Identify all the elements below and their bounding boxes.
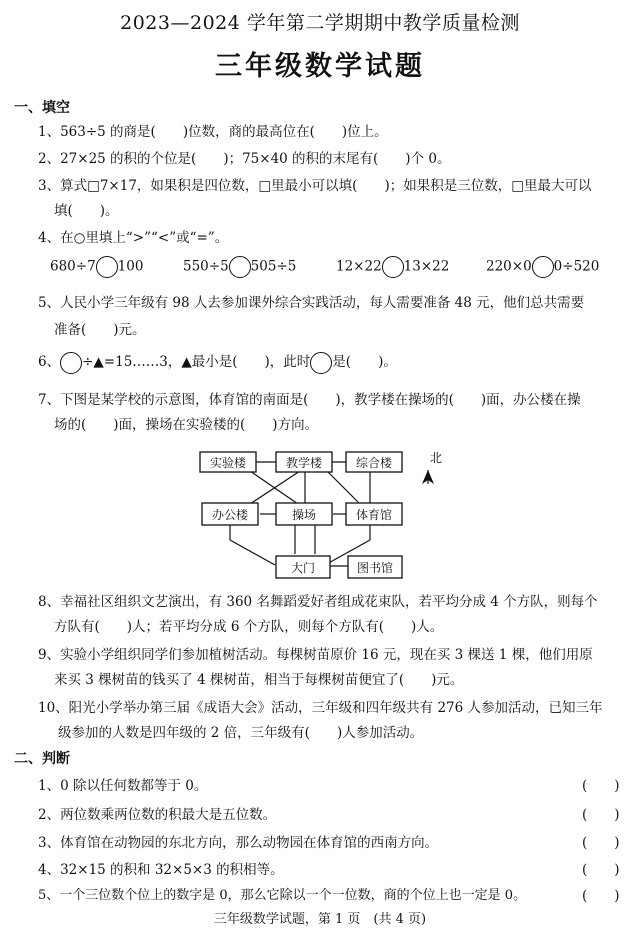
building-teaching: 教学楼 xyxy=(285,456,323,470)
answer-circle[interactable] xyxy=(310,352,332,374)
compare-item-3 xyxy=(336,256,449,278)
building-lab: 实验楼 xyxy=(209,456,247,470)
building-complex: 综合楼 xyxy=(355,456,393,470)
compare-left: 12×22 xyxy=(336,258,382,275)
question-8-line-2: 方队有( )人；若平均分成 6 个方队，则每个方队有( )人。 xyxy=(54,619,444,635)
compare-left: 550÷5 xyxy=(183,258,229,275)
judge-answer-paren[interactable]: ( ) xyxy=(582,807,620,823)
page-footer: 三年级数学试题，第 1 页 (共 4 页) xyxy=(213,912,427,927)
building-gym: 体育馆 xyxy=(355,508,393,522)
judge-item-5: 5、一个三位数个位上的数字是 0，那么它除以一个一位数，商的个位上也一定是 0。 xyxy=(38,888,527,903)
question-3-line-2: 填( )。 xyxy=(54,203,119,219)
judge-item-4: 4、32×15 的积和 32×5×3 的积相等。 xyxy=(38,862,284,878)
answer-circle[interactable] xyxy=(229,256,251,278)
question-10-line-1: 10、阳光小学举办第三届《成语大会》活动，三年级和四年级共有 276 人参加活动，已知三年 xyxy=(38,700,603,716)
answer-circle[interactable] xyxy=(96,256,118,278)
section-heading-judge: 二、判断 xyxy=(14,751,70,767)
compare-right: 0÷520 xyxy=(553,258,600,275)
question-6 xyxy=(38,350,397,374)
judge-answer-paren[interactable]: ( ) xyxy=(582,888,620,904)
question-1: 1、563÷5 的商是( )位数，商的最高位在( )位上。 xyxy=(38,124,388,140)
question-3-line-1: 3、算式□7×17，如果积是四位数，□里最小可以填( )；如果积是三位数，□里最大可以 xyxy=(38,178,592,194)
exam-subtitle: 三年级数学试题 xyxy=(215,51,425,82)
judge-answer-paren[interactable]: ( ) xyxy=(582,862,620,878)
question-5-line-1: 5、人民小学三年级有 98 人去参加课外综合实践活动，每人需要准备 48 元，他们总共需要 xyxy=(38,295,585,311)
school-map xyxy=(190,440,450,585)
question-4: 4、在○里填上“>”“<”或“=”。 xyxy=(38,230,229,246)
answer-circle[interactable] xyxy=(532,256,554,278)
judge-item-1: 1、0 除以任何数都等于 0。 xyxy=(38,778,208,794)
compare-item-2 xyxy=(183,256,296,278)
q6-prefix: 6、 xyxy=(38,354,61,370)
north-arrow-icon xyxy=(422,470,434,484)
building-library: 图书馆 xyxy=(356,561,394,575)
question-8-line-1: 8、幸福社区组织文艺演出，有 360 名舞蹈爱好者组成花束队，若平均分成 4 个方队，则每个 xyxy=(38,594,598,610)
question-10-line-2: 级参加的人数是四年级的 2 倍，三年级有( )人参加活动。 xyxy=(58,725,424,741)
judge-answer-paren[interactable]: ( ) xyxy=(582,835,620,851)
building-office: 办公楼 xyxy=(211,508,249,522)
compare-right: 505÷5 xyxy=(250,258,297,275)
q6-suffix: 是( )。 xyxy=(332,354,397,370)
compare-item-1 xyxy=(50,256,143,278)
judge-item-2: 2、两位数乘两位数的积最大是五位数。 xyxy=(38,807,277,823)
question-9-line-2: 来买 3 棵树苗的钱买了 4 棵树苗，相当于每棵树苗便宜了( )元。 xyxy=(54,672,464,688)
question-2: 2、27×25 的积的个位是( )；75×40 的积的末尾有( )个 0。 xyxy=(38,151,451,167)
answer-circle[interactable] xyxy=(382,256,404,278)
building-playground: 操场 xyxy=(291,508,317,522)
compare-right: 13×22 xyxy=(403,258,450,275)
question-5-line-2: 准备( )元。 xyxy=(54,322,146,338)
question-7-line-1: 7、下图是某学校的示意图，体育馆的南面是( )，教学楼在操场的( )面，办公楼在操 xyxy=(38,392,581,408)
judge-answer-paren[interactable]: ( ) xyxy=(582,778,620,794)
judge-item-3: 3、体育馆在动物园的东北方向，那么动物园在体育馆的西南方向。 xyxy=(38,835,439,851)
exam-title: 2023—2024 学年第二学期期中教学质量检测 xyxy=(120,12,520,34)
q6-mid: ÷▲=15……3，▲最小是( )，此时 xyxy=(82,354,311,370)
compare-left: 220×0 xyxy=(486,258,532,275)
question-9-line-1: 9、实验小学组织同学们参加植树活动。每棵树苗原价 16 元，现在买 3 棵送 1 棵，他们用原 xyxy=(38,647,593,663)
compare-item-4 xyxy=(486,256,599,278)
question-7-line-2: 场的( )面，操场在实验楼的( )方向。 xyxy=(54,417,319,433)
building-gate: 大门 xyxy=(290,561,316,575)
compare-left: 680÷7 xyxy=(50,258,96,275)
answer-circle[interactable] xyxy=(60,352,82,374)
compare-right: 100 xyxy=(117,258,144,275)
north-label: 北 xyxy=(430,451,443,465)
section-heading-fill-in: 一、填空 xyxy=(14,100,70,116)
